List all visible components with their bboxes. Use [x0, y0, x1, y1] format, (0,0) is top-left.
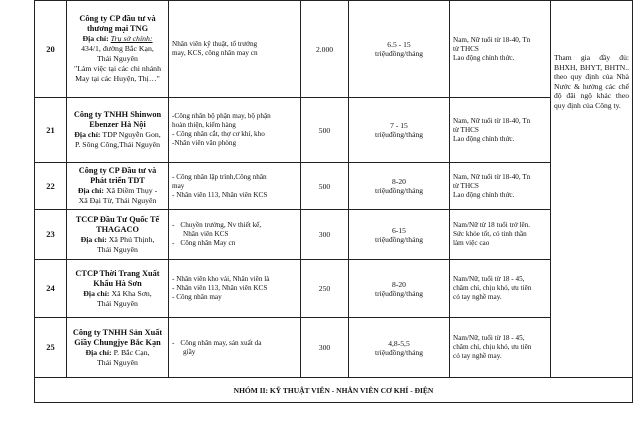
address-label: Địa chỉ: — [83, 288, 110, 298]
requirement-line: Lao động chính thức. — [453, 53, 515, 62]
position-line: Nhân viên kỹ thuật, tổ trưởng — [172, 40, 258, 48]
salary-cell — [349, 318, 450, 378]
company-name: Công ty TNHH Shinwon — [73, 110, 162, 119]
quantity: 500 — [301, 98, 349, 163]
positions-cell — [169, 163, 301, 210]
position-line: - Nhân viên kho vải, Nhân viên là — [172, 275, 270, 283]
quantity: 2.000 — [301, 1, 349, 98]
company-cell — [67, 98, 169, 163]
quantity: 300 — [301, 318, 349, 378]
benefits-note — [551, 1, 633, 378]
salary-unit: triệuđồng/tháng — [374, 130, 424, 139]
salary-range: 4,8-5,5 — [388, 338, 410, 348]
row-number: 25 — [35, 318, 67, 378]
address-line: TDP Nguyễn Gon, — [102, 130, 161, 139]
requirement-line: Nam, Nữ tuổi từ 18-40, Tn — [453, 172, 531, 181]
salary-range: 8-20 — [392, 279, 406, 289]
requirement-line: từ THCS — [453, 125, 479, 134]
salary-unit: triệuđồng/tháng — [374, 49, 424, 58]
address-line: Xã Đại Từ, Thái Nguyên — [78, 196, 157, 205]
company-cell — [67, 1, 169, 98]
job-table — [34, 0, 633, 403]
company-cell — [67, 210, 169, 260]
requirement-line: từ THCS — [453, 181, 479, 190]
company-name: Giầy Chungjye Bắc Kạn — [74, 337, 161, 347]
address-line: Trụ sở chính: — [110, 34, 153, 43]
requirement-line: Nam, Nữ tuổi từ 18-40, Tn — [453, 35, 531, 44]
requirement-line: Nam/Nữ, tuổi từ 18 - 45, — [453, 334, 525, 342]
requirement-line: Lao động chính thức. — [453, 190, 515, 199]
table-row — [35, 210, 633, 260]
position-line: Công nhân May cn — [180, 239, 236, 247]
requirement-line: Lao động chính thức. — [453, 134, 515, 143]
requirements-cell — [450, 98, 551, 163]
row-number: 22 — [35, 163, 67, 210]
company-cell — [67, 318, 169, 378]
quantity: 250 — [301, 260, 349, 318]
address-line: "Làm việc tại các chi nhánh — [74, 64, 161, 73]
row-number: 24 — [35, 260, 67, 318]
address-label: Địa chỉ: — [74, 130, 101, 139]
requirements-cell — [450, 260, 551, 318]
quantity: 500 — [301, 163, 349, 210]
requirement-line: Sức khỏe tốt, có tinh thần — [453, 230, 527, 238]
company-name: Công ty TNHH Sản Xuất — [72, 327, 163, 337]
address-line: May tại các Huyện, Thị…" — [75, 74, 160, 83]
address-line: 434/1, đường Bắc Kạn, — [81, 44, 154, 53]
salary-cell — [349, 98, 450, 163]
salary-unit: triệuđồng/tháng — [374, 288, 424, 298]
salary-range: 8-20 — [392, 177, 406, 186]
position-line: -Công nhân bộ phận may, bộ phận — [172, 112, 271, 120]
requirement-line: từ THCS — [453, 44, 479, 53]
position-line: - Nhân viên 113, Nhân viên KCS — [172, 284, 268, 292]
address-line: Thái Nguyên — [97, 244, 138, 254]
position-line: may — [172, 181, 185, 190]
requirement-line: chăm chỉ, chịu khó, ưu tiên — [453, 284, 532, 292]
requirement-line: chăm chỉ, chịu khó, ưu tiên — [453, 343, 532, 351]
salary-unit: triệuđồng/tháng — [374, 347, 424, 357]
table-row — [35, 260, 633, 318]
requirements-cell — [450, 318, 551, 378]
salary-cell — [349, 210, 450, 260]
position-line: - Nhân viên 113, Nhân viên KCS — [172, 190, 268, 199]
address-line: Thái Nguyên — [97, 357, 138, 367]
group-heading-row — [35, 378, 633, 403]
salary-range: 6.5 - 15 — [387, 40, 411, 49]
address-line: Xã Phú Thịnh, — [108, 234, 155, 244]
address-label: Địa chỉ: — [80, 234, 107, 244]
salary-range: 6-15 — [392, 225, 406, 235]
company-name: thương mại TNG — [86, 24, 149, 33]
positions-cell: - Công nhân may, sản xuất da giầy — [169, 318, 301, 378]
positions-cell — [169, 260, 301, 318]
salary-range: 7 - 15 — [390, 121, 408, 130]
table-row — [35, 98, 633, 163]
requirement-line: có tay nghề may. — [453, 352, 502, 360]
table-row — [35, 163, 633, 210]
position-line: Chuyền trưởng, Nv thiết kế, — [180, 221, 262, 229]
company-cell — [67, 163, 169, 210]
position-line: - Công nhân may — [172, 293, 222, 301]
salary-cell — [349, 163, 450, 210]
address-line: Thái Nguyên — [97, 298, 138, 308]
positions-cell — [169, 1, 301, 98]
row-number: 20 — [35, 1, 67, 98]
position-line: hoàn thiện, kiểm hàng — [172, 121, 236, 129]
positions-cell — [169, 98, 301, 163]
company-name: CTCP Thời Trang Xuất — [75, 268, 160, 278]
position-line: -Nhân viên văn phòng — [172, 139, 237, 147]
address-line: Thái Nguyên — [97, 54, 138, 63]
company-name: Khẩu Hà Sơn — [93, 278, 142, 288]
positions-cell: - Chuyền trưởng, Nv thiết kế, Nhân viên KCS - Công nhân May cn — [169, 210, 301, 260]
requirement-line: Nam/Nữ, tuổi từ 18 - 45, — [453, 275, 525, 283]
company-name: Ebenzer Hà Nội — [89, 120, 146, 129]
address-line: Xã Điềm Thụy - — [105, 186, 158, 195]
company-name: Công ty CP đầu tư và — [79, 14, 156, 23]
row-number: 23 — [35, 210, 67, 260]
address-line: P. Bắc Cạn, — [113, 347, 150, 357]
company-name: Công ty CP Đầu tư và — [78, 166, 157, 175]
address-line: P. Sông Công,Thái Nguyên — [74, 140, 161, 149]
requirements-cell — [450, 163, 551, 210]
requirement-line: làm việc cao — [453, 239, 490, 247]
position-line: Công nhân may, sản xuất da — [180, 338, 262, 347]
salary-cell — [349, 1, 450, 98]
requirement-line: có tay nghề may. — [453, 293, 502, 301]
group-heading: NHÓM II: KỸ THUẬT VIÊN - NHÂN VIÊN CƠ KHÍ - ĐIỆN — [35, 378, 633, 403]
address-label: Địa chỉ: — [82, 34, 109, 43]
company-name: TCCP Đầu Tư Quốc Tế — [75, 214, 160, 224]
position-line: - Công nhân lập trình,Công nhân — [172, 172, 267, 181]
address-label: Địa chỉ: — [85, 347, 112, 357]
requirement-line: Nam, Nữ tuổi từ 18-40, Tn — [453, 116, 531, 125]
company-name: THAGACO — [96, 224, 139, 234]
company-name: Phát triển TDT — [90, 176, 145, 185]
requirements-cell — [450, 1, 551, 98]
requirements-cell — [450, 210, 551, 260]
table-row — [35, 1, 633, 98]
table-row — [35, 318, 633, 378]
row-number: 21 — [35, 98, 67, 163]
quantity: 300 — [301, 210, 349, 260]
position-line: - Công nhân cắt, thợ cơ khí, kho — [172, 130, 265, 138]
salary-unit: triệuđồng/tháng — [374, 186, 424, 195]
address-line: Xã Kha Sơn, — [111, 288, 152, 298]
salary-cell — [349, 260, 450, 318]
address-label: Địa chỉ: — [77, 186, 105, 195]
company-cell — [67, 260, 169, 318]
benefits-text: Tham gia đầy đủ: BHXH, BHYT, BHTN.. theo quy định của Nhà Nước & hưởng các chế độ đãi ngộ khác theo quy định của Công ty. — [554, 53, 629, 110]
position-line: giầy — [183, 347, 196, 356]
position-line: Nhân viên KCS — [183, 230, 229, 238]
salary-unit: triệuđồng/tháng — [374, 234, 424, 244]
position-line: may, KCS, công nhân may cn — [172, 49, 258, 57]
requirement-line: Nam/Nữ từ 18 tuổi trở lên. — [453, 221, 531, 229]
